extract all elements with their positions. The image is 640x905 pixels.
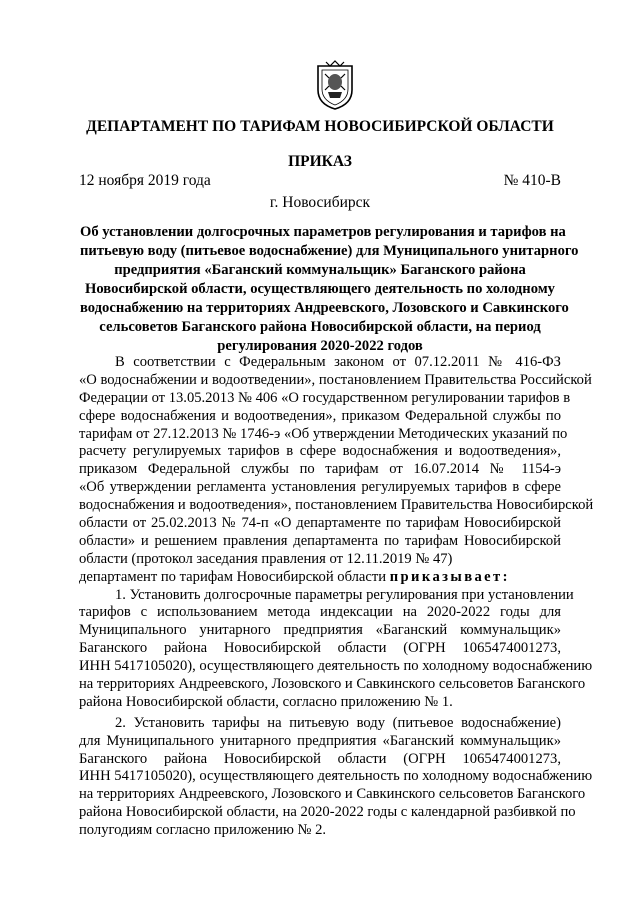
document-city: г. Новосибирск [269,194,371,211]
text-line: области от 25.02.2013 № 74-п «О департаменте по тарифам Новосибирской [79,515,561,532]
item-1-paragraph [79,586,593,712]
text-line: 1. Установить долгосрочные параметры регулирования при установлении [115,586,574,603]
text-line: В соответствии с Федеральным законом от 07.12.2011 № 416-ФЗ [115,354,561,370]
text-line: «О водоснабжении и водоотведении», постановлением Правительства Российской [79,371,592,388]
text-line: расчету регулируемых тарифов в сфере водоснабжения и водоотведения», [79,443,561,460]
title-line: сельсоветов Баганского района Новосибирской области, на период [99,319,541,335]
decree-line [79,569,561,587]
document-body [79,354,594,840]
document-title [80,223,579,356]
text-line: на территориях Андреевского, Лозовского и Савкинского сельсоветов Баганского [79,676,586,693]
title-line: водоснабжению на территориях Андреевского, Лозовского и Савкинского [80,300,569,316]
document-number: № 410-В [503,172,561,189]
text-line: Баганского района Новосибирской области (ОГРН 1065474001273, [79,640,561,657]
title-line: Новосибирской области, осуществляющего деятельность по холодному [85,281,555,297]
preamble-paragraph [79,354,594,569]
decree-lead: департамент по тарифам Новосибирской области [79,568,387,585]
text-line: области (протокол заседания правления от 12.11.2019 № 47) [79,550,453,567]
text-line: района Новосибирской области, согласно приложению № 1. [79,693,453,710]
text-line: 2. Установить тарифы на питьевую воду (питьевое водоснабжение) [115,714,561,731]
text-line: «Об утверждении регламента установления регулируемых тарифов в сфере [79,479,561,496]
text-line: области» и решением правления департамента по тарифам Новосибирской [79,532,561,549]
document-date: 12 ноября 2019 года [79,172,211,189]
text-line: на территориях Андреевского, Лозовского и Савкинского сельсоветов Баганского [79,786,586,803]
text-line: тарифам от 27.12.2013 № 1746-э «Об утверждении Методических указаний по [79,425,568,442]
text-line: района Новосибирской области, на 2020-2022 годы с календарной разбивкой по [79,804,576,821]
text-line: Федерации от 13.05.2013 № 406 «О государственном регулировании тарифов в [79,389,571,406]
title-line: регулирования 2020-2022 годов [217,338,423,354]
text-line: водоснабжения и водоотведения», постановлением Правительства Новосибирской [79,497,594,514]
decree-word: приказывает: [389,568,510,585]
coat-of-arms-icon [314,60,356,110]
department-heading: ДЕПАРТАМЕНТ ПО ТАРИФАМ НОВОСИБИРСКОЙ ОБЛАСТИ [86,118,554,135]
item-2-paragraph [79,714,593,840]
text-line: ИНН 5417105020), осуществляющего деятельность по холодному водоснабжению [79,768,593,785]
text-line: Баганского района Новосибирской области (ОГРН 1065474001273, [79,750,561,767]
title-line: предприятия «Баганский коммунальщик» Баганского района [114,262,526,278]
text-line: полугодиям согласно приложению № 2. [79,822,327,839]
text-line: тарифов с использованием метода индексации на 2020-2022 годы для [79,604,561,621]
document-type: ПРИКАЗ [288,153,352,170]
text-line: сфере водоснабжения и водоотведения», приказом Федеральной службы по [79,407,561,424]
text-line: приказом Федеральной службы по тарифам от 16.07.2014 № 1154-э [79,461,561,478]
text-line: для Муниципального унитарного предприятия «Баганский коммунальщик» [79,732,561,749]
title-line: Об установлении долгосрочных параметров регулирования и тарифов на [80,224,566,240]
text-line: ИНН 5417105020), осуществляющего деятельность по холодному водоснабжению [79,658,593,675]
text-line: Муниципального унитарного предприятия «Баганский коммунальщик» [79,622,561,639]
title-line: питьевую воду (питьевое водоснабжение) для Муниципального унитарного [80,243,579,259]
